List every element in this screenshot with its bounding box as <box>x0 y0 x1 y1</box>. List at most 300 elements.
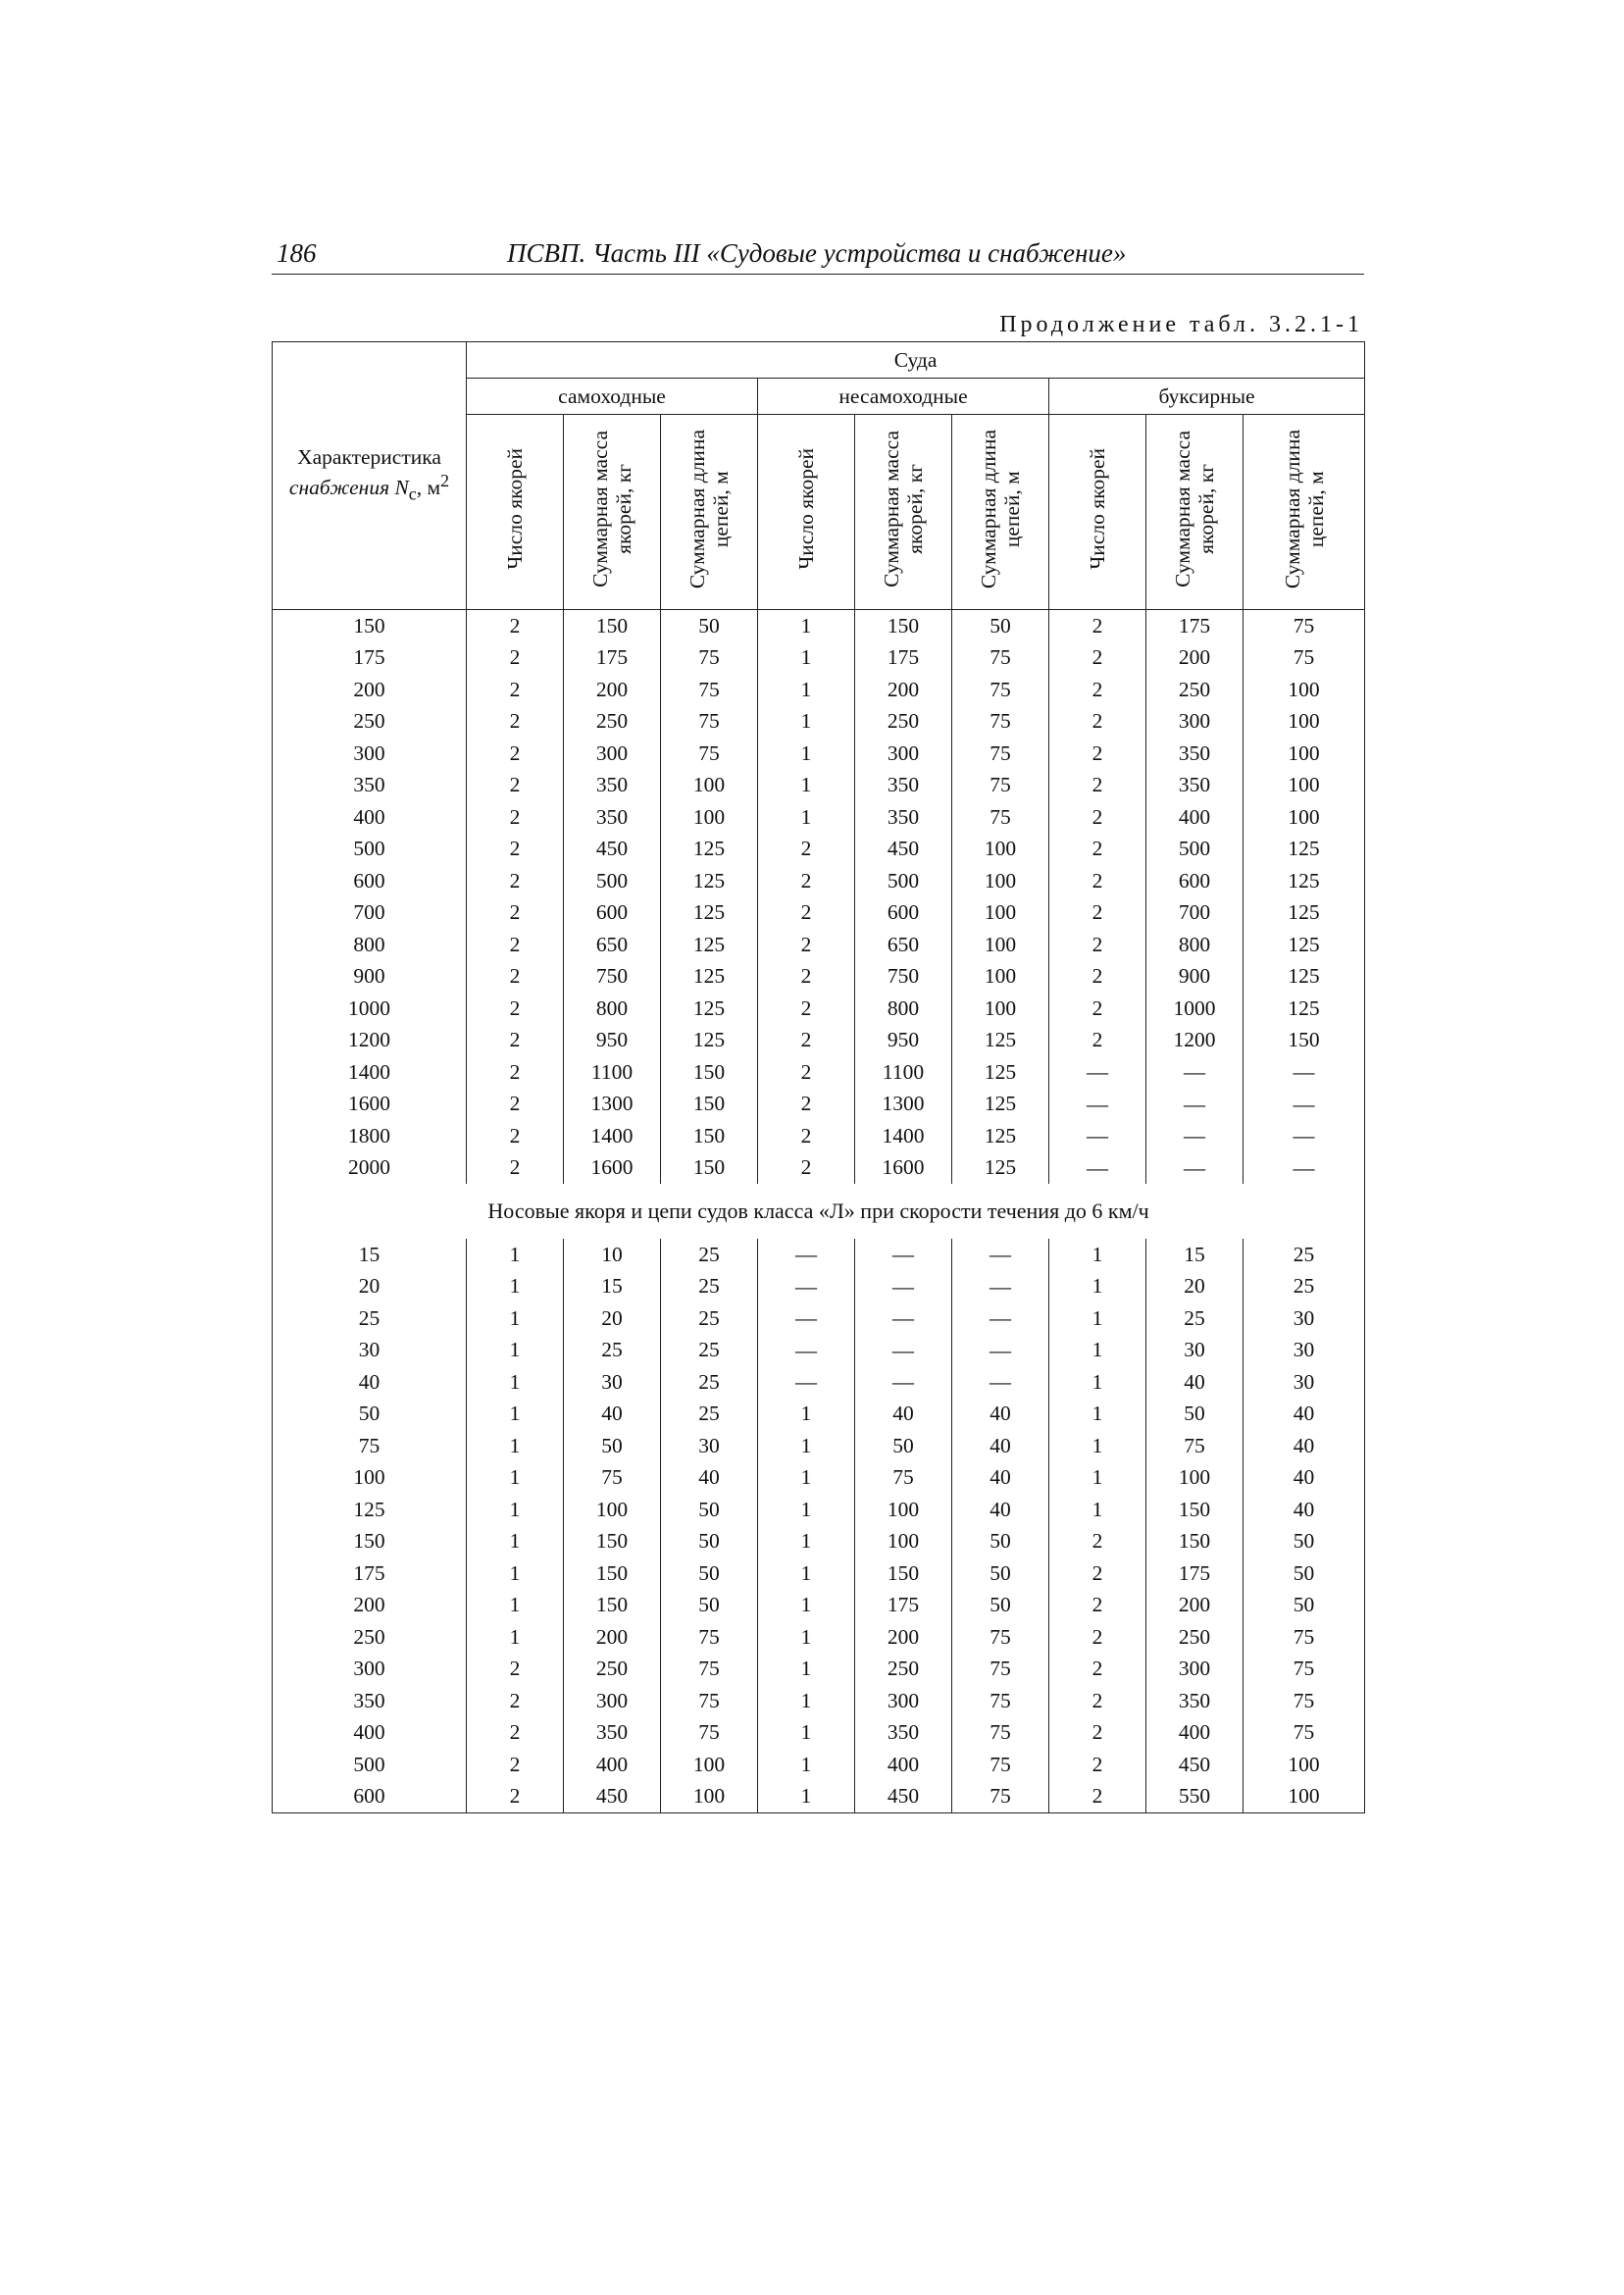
table-cell: 75 <box>1243 1685 1365 1717</box>
table-cell: 1 <box>1049 1335 1146 1367</box>
table-cell: 2 <box>1049 865 1146 897</box>
table-cell: 100 <box>1243 801 1365 834</box>
table-cell: 75 <box>1243 642 1365 675</box>
table-cell: 75 <box>661 706 758 739</box>
table-row <box>273 610 1365 642</box>
table-cell: 1 <box>758 1462 855 1495</box>
table-cell: 1 <box>467 1399 564 1431</box>
table-cell: 100 <box>952 834 1049 866</box>
table-cell: 2 <box>467 993 564 1025</box>
table-cell: 1 <box>1049 1430 1146 1462</box>
table-row <box>273 1335 1365 1367</box>
table-cell: 1 <box>467 1335 564 1367</box>
table-cell: 50 <box>952 1526 1049 1558</box>
characteristic-unit: , м <box>416 476 441 500</box>
table-cell: 2 <box>1049 1025 1146 1057</box>
row-characteristic: 1400 <box>273 1056 467 1089</box>
table-cell: 100 <box>661 770 758 802</box>
row-characteristic: 20 <box>273 1271 467 1303</box>
table-cell: — <box>1049 1120 1146 1152</box>
column-header-line: Число якорей <box>1086 448 1109 570</box>
page-number: 186 <box>277 238 317 268</box>
table-cell: 400 <box>564 1749 661 1781</box>
row-characteristic: 1000 <box>273 993 467 1025</box>
table-row <box>273 738 1365 770</box>
table-cell: 100 <box>1243 674 1365 706</box>
table-cell: 2 <box>1049 1557 1146 1590</box>
column-header <box>1146 415 1243 610</box>
table-cell: 1 <box>758 1749 855 1781</box>
table-cell: 75 <box>952 1621 1049 1654</box>
table-cell: 650 <box>855 929 952 961</box>
table-cell: 20 <box>1146 1271 1243 1303</box>
table-cell: 125 <box>661 929 758 961</box>
table-cell: 300 <box>1146 1654 1243 1686</box>
table-cell: 900 <box>1146 961 1243 994</box>
table-row <box>273 993 1365 1025</box>
table-cell: 75 <box>1243 1621 1365 1654</box>
table-cell: 450 <box>564 834 661 866</box>
row-characteristic: 40 <box>273 1366 467 1399</box>
table-cell: 125 <box>952 1089 1049 1121</box>
table-cell: 500 <box>855 865 952 897</box>
column-header-line: Число якорей <box>503 448 527 570</box>
table-cell: 2 <box>758 993 855 1025</box>
table-cell: 25 <box>661 1335 758 1367</box>
column-header <box>758 415 855 610</box>
table-cell: 2 <box>467 1654 564 1686</box>
table-cell: 2 <box>1049 1590 1146 1622</box>
table-row <box>273 929 1365 961</box>
table-cell: 50 <box>661 1494 758 1526</box>
table-cell: 125 <box>1243 929 1365 961</box>
row-characteristic: 30 <box>273 1335 467 1367</box>
table-cell: 500 <box>1146 834 1243 866</box>
column-header-label <box>588 431 635 587</box>
table-cell: 1 <box>467 1430 564 1462</box>
table-cell: 2 <box>467 706 564 739</box>
table-cell: 25 <box>1243 1271 1365 1303</box>
table-row <box>273 1025 1365 1057</box>
table-cell: 25 <box>661 1302 758 1335</box>
table-cell: 1 <box>1049 1302 1146 1335</box>
table-row <box>273 1590 1365 1622</box>
vessels-group-header: Суда <box>467 342 1365 379</box>
table-cell: 25 <box>661 1239 758 1271</box>
table-row <box>273 1621 1365 1654</box>
row-characteristic: 400 <box>273 1717 467 1750</box>
table-row <box>273 1685 1365 1717</box>
table-cell: 1 <box>758 1717 855 1750</box>
table-cell: — <box>758 1302 855 1335</box>
table-cell: 50 <box>564 1430 661 1462</box>
table-cell: 2 <box>467 929 564 961</box>
table-cell: 800 <box>564 993 661 1025</box>
row-characteristic: 250 <box>273 706 467 739</box>
column-header-label <box>1281 430 1328 588</box>
table-cell: — <box>952 1271 1049 1303</box>
table-cell: 250 <box>855 1654 952 1686</box>
row-characteristic: 1200 <box>273 1025 467 1057</box>
table-cell: 125 <box>661 865 758 897</box>
column-header-label <box>794 448 818 570</box>
table-cell: 1 <box>758 801 855 834</box>
table-row <box>273 1557 1365 1590</box>
row-characteristic: 500 <box>273 1749 467 1781</box>
table-cell: 2 <box>758 1089 855 1121</box>
table-cell: 2 <box>467 1120 564 1152</box>
table-cell: 2 <box>758 961 855 994</box>
table-cell: 175 <box>1146 610 1243 642</box>
table-cell: — <box>855 1239 952 1271</box>
table-cell: 40 <box>1243 1494 1365 1526</box>
row-characteristic: 150 <box>273 610 467 642</box>
table-cell: 150 <box>661 1089 758 1121</box>
characteristic-subscript: с <box>408 484 417 504</box>
table-cell: 1300 <box>564 1089 661 1121</box>
row-characteristic: 300 <box>273 1654 467 1686</box>
table-cell: 125 <box>952 1056 1049 1089</box>
row-characteristic: 175 <box>273 1557 467 1590</box>
table-cell: 30 <box>1243 1302 1365 1335</box>
table-cell: 350 <box>1146 770 1243 802</box>
table-cell: 75 <box>661 1717 758 1750</box>
row-characteristic: 350 <box>273 1685 467 1717</box>
table-row <box>273 897 1365 930</box>
column-header-line: Число якорей <box>794 448 818 570</box>
table-cell: 175 <box>855 642 952 675</box>
column-header <box>564 415 661 610</box>
table-cell: 2 <box>758 1025 855 1057</box>
table-cell: 300 <box>1146 706 1243 739</box>
table-cell: 40 <box>952 1399 1049 1431</box>
table-cell: 50 <box>1243 1557 1365 1590</box>
table-cell: 15 <box>564 1271 661 1303</box>
table-cell: 1 <box>758 674 855 706</box>
table-cell: 150 <box>661 1120 758 1152</box>
section2-body <box>273 1239 1365 1813</box>
table-cell: 250 <box>1146 674 1243 706</box>
column-header-line: Суммарная длина <box>977 429 1000 589</box>
vessel-type-header: несамоходные <box>758 379 1049 415</box>
table-cell: 200 <box>1146 642 1243 675</box>
table-row <box>273 1056 1365 1089</box>
table-cell: 25 <box>661 1366 758 1399</box>
table-cell: 75 <box>661 674 758 706</box>
table-cell: 950 <box>855 1025 952 1057</box>
table-cell: 1 <box>758 1685 855 1717</box>
table-cell: 1 <box>467 1557 564 1590</box>
table-cell: 125 <box>1243 897 1365 930</box>
table-cell: 50 <box>1243 1590 1365 1622</box>
table-cell: 125 <box>661 897 758 930</box>
table-cell: 40 <box>952 1430 1049 1462</box>
table-cell: 450 <box>855 1781 952 1813</box>
table-row <box>273 1494 1365 1526</box>
table-cell: 100 <box>952 865 1049 897</box>
table-cell: 1 <box>1049 1399 1146 1431</box>
table-cell: 1400 <box>855 1120 952 1152</box>
table-cell: 125 <box>1243 961 1365 994</box>
table-cell: 40 <box>1146 1366 1243 1399</box>
table-cell: 600 <box>1146 865 1243 897</box>
table-row <box>273 1526 1365 1558</box>
table-cell: — <box>1049 1089 1146 1121</box>
table-cell: 1 <box>758 706 855 739</box>
table-cell: 1000 <box>1146 993 1243 1025</box>
table-cell: 1 <box>758 610 855 642</box>
column-header-label <box>685 430 733 588</box>
table-cell: 250 <box>1146 1621 1243 1654</box>
table-cell: 2 <box>467 770 564 802</box>
row-characteristic: 2000 <box>273 1152 467 1185</box>
table-cell: 100 <box>855 1526 952 1558</box>
table-row <box>273 1089 1365 1121</box>
row-characteristic: 1600 <box>273 1089 467 1121</box>
table-cell: 2 <box>1049 1781 1146 1813</box>
table-cell: 400 <box>1146 801 1243 834</box>
column-header-line: Суммарная масса <box>1171 431 1194 587</box>
table-cell: 450 <box>855 834 952 866</box>
table-cell: 125 <box>952 1120 1049 1152</box>
table-cell: 2 <box>1049 929 1146 961</box>
table-cell: 1 <box>467 1621 564 1654</box>
table-cell: 2 <box>467 1717 564 1750</box>
table-cell: 75 <box>855 1462 952 1495</box>
table-cell: 2 <box>1049 1685 1146 1717</box>
table-cell: 25 <box>661 1399 758 1431</box>
table-cell: 100 <box>855 1494 952 1526</box>
table-cell: 100 <box>1243 738 1365 770</box>
table-cell: 2 <box>1049 897 1146 930</box>
table-cell: 1100 <box>564 1056 661 1089</box>
column-header-label <box>1171 431 1218 587</box>
table-cell: 75 <box>952 1654 1049 1686</box>
table-cell: — <box>1243 1089 1365 1121</box>
table-cell: 2 <box>467 1685 564 1717</box>
table-cell: 40 <box>952 1462 1049 1495</box>
table-cell: 75 <box>1146 1430 1243 1462</box>
table-cell: 150 <box>564 1526 661 1558</box>
table-cell: 75 <box>952 738 1049 770</box>
table-cell: 1300 <box>855 1089 952 1121</box>
column-header-line: Суммарная масса <box>588 431 612 587</box>
table-cell: 1 <box>1049 1494 1146 1526</box>
table-cell: 100 <box>952 897 1049 930</box>
table-cell: — <box>758 1335 855 1367</box>
table-cell: — <box>855 1271 952 1303</box>
table-cell: 75 <box>564 1462 661 1495</box>
table-cell: 2 <box>467 610 564 642</box>
table-row <box>273 770 1365 802</box>
column-header <box>855 415 952 610</box>
anchor-equipment-table <box>272 341 1365 1813</box>
table-cell: 50 <box>661 1590 758 1622</box>
table-cell: 175 <box>564 642 661 675</box>
table-cell: 100 <box>1146 1462 1243 1495</box>
column-header-line: цепей, м <box>709 471 733 547</box>
column-header-line: якорей, кг <box>903 464 927 554</box>
table-row <box>273 1120 1365 1152</box>
table-cell: 800 <box>1146 929 1243 961</box>
table-cell: 50 <box>1146 1399 1243 1431</box>
table-cell: 40 <box>1243 1462 1365 1495</box>
table-cell: 40 <box>952 1494 1049 1526</box>
table-cell: 100 <box>1243 1749 1365 1781</box>
table-cell: 150 <box>855 1557 952 1590</box>
table-cell: 350 <box>1146 738 1243 770</box>
table-cell: 200 <box>855 674 952 706</box>
table-cell: 10 <box>564 1239 661 1271</box>
table-cell: 75 <box>952 801 1049 834</box>
table-cell: 1 <box>467 1462 564 1495</box>
table-cell: — <box>1049 1152 1146 1185</box>
table-cell: 350 <box>564 1717 661 1750</box>
table-cell: 150 <box>564 1590 661 1622</box>
table-cell: — <box>952 1302 1049 1335</box>
table-cell: 75 <box>952 706 1049 739</box>
table-cell: — <box>1243 1056 1365 1089</box>
table-cell: 2 <box>758 865 855 897</box>
table-cell: 450 <box>564 1781 661 1813</box>
row-characteristic: 900 <box>273 961 467 994</box>
table-cell: 1600 <box>564 1152 661 1185</box>
table-cell: 75 <box>661 738 758 770</box>
table-cell: 100 <box>1243 706 1365 739</box>
row-characteristic: 1800 <box>273 1120 467 1152</box>
table-cell: — <box>952 1335 1049 1367</box>
row-characteristic: 175 <box>273 642 467 675</box>
column-header <box>467 415 564 610</box>
table-cell: 1 <box>467 1590 564 1622</box>
table-cell: 100 <box>1243 770 1365 802</box>
row-characteristic: 700 <box>273 897 467 930</box>
column-header-label <box>1086 448 1109 570</box>
row-characteristic: 500 <box>273 834 467 866</box>
table-cell: 100 <box>661 1781 758 1813</box>
table-cell: 50 <box>1243 1526 1365 1558</box>
column-header-line: Суммарная длина <box>685 429 709 589</box>
table-cell: 1 <box>467 1239 564 1271</box>
table-cell: 600 <box>855 897 952 930</box>
table-cell: 450 <box>1146 1749 1243 1781</box>
table-cell: 75 <box>952 674 1049 706</box>
table-cell: 1 <box>467 1526 564 1558</box>
table-cell: 300 <box>855 1685 952 1717</box>
table-cell: 125 <box>952 1152 1049 1185</box>
table-cell: 100 <box>661 801 758 834</box>
table-cell: 50 <box>855 1430 952 1462</box>
table-row <box>273 1302 1365 1335</box>
table-cell: 75 <box>952 1749 1049 1781</box>
table-cell: 1100 <box>855 1056 952 1089</box>
table-cell: 2 <box>1049 1654 1146 1686</box>
table-cell: 150 <box>1243 1025 1365 1057</box>
characteristic-header-line2 <box>288 471 450 504</box>
table-cell: 350 <box>564 770 661 802</box>
column-header-line: цепей, м <box>1303 471 1328 547</box>
table-row <box>273 1462 1365 1495</box>
table-row <box>273 801 1365 834</box>
table-cell: 2 <box>1049 1621 1146 1654</box>
column-header-label <box>503 448 527 570</box>
column-header <box>952 415 1049 610</box>
table-cell: 50 <box>952 1557 1049 1590</box>
table-cell: 2 <box>758 1120 855 1152</box>
table-cell: 75 <box>1243 1717 1365 1750</box>
table-cell: 40 <box>1243 1430 1365 1462</box>
table-cell: 1200 <box>1146 1025 1243 1057</box>
table-cell: 200 <box>564 1621 661 1654</box>
table-cell: 1 <box>758 1781 855 1813</box>
table-cell: 300 <box>855 738 952 770</box>
table-cell: 100 <box>952 993 1049 1025</box>
table-cell: 50 <box>952 610 1049 642</box>
table-cell: — <box>855 1335 952 1367</box>
table-cell: 40 <box>564 1399 661 1431</box>
table-cell: 800 <box>855 993 952 1025</box>
table-cell: 2 <box>1049 834 1146 866</box>
table-cell: 2 <box>758 897 855 930</box>
table-cell: 1 <box>758 1590 855 1622</box>
table-row <box>273 1366 1365 1399</box>
row-characteristic: 15 <box>273 1239 467 1271</box>
table-cell: 500 <box>564 865 661 897</box>
table-cell: 1400 <box>564 1120 661 1152</box>
table-cell: 2 <box>467 1749 564 1781</box>
table-cell: 150 <box>661 1152 758 1185</box>
table-cell: 200 <box>564 674 661 706</box>
table-cell: 125 <box>661 834 758 866</box>
table-row <box>273 865 1365 897</box>
table-cell: — <box>1049 1056 1146 1089</box>
row-characteristic: 600 <box>273 1781 467 1813</box>
table-cell: 2 <box>467 1089 564 1121</box>
table-cell: 400 <box>855 1749 952 1781</box>
table-cell: 30 <box>1243 1366 1365 1399</box>
table-cell: 1 <box>758 1430 855 1462</box>
table-cell: — <box>758 1271 855 1303</box>
column-header-line: Суммарная масса <box>880 431 903 587</box>
table-cell: 2 <box>467 642 564 675</box>
table-cell: 30 <box>661 1430 758 1462</box>
table-cell: 25 <box>1243 1239 1365 1271</box>
table-cell: 350 <box>855 1717 952 1750</box>
table-cell: 2 <box>1049 642 1146 675</box>
table-cell: 650 <box>564 929 661 961</box>
table-cell: 30 <box>1146 1335 1243 1367</box>
table-cell: 150 <box>855 610 952 642</box>
table-cell: 1 <box>758 1654 855 1686</box>
table-cell: 150 <box>564 1557 661 1590</box>
row-characteristic: 50 <box>273 1399 467 1431</box>
table-cell: 2 <box>467 1025 564 1057</box>
table-cell: — <box>1146 1120 1243 1152</box>
table-cell: 40 <box>661 1462 758 1495</box>
column-header-line: якорей, кг <box>612 464 635 554</box>
table-cell: 1 <box>758 738 855 770</box>
table-cell: 40 <box>855 1399 952 1431</box>
table-cell: 100 <box>564 1494 661 1526</box>
table-cell: 250 <box>564 1654 661 1686</box>
column-header-label <box>977 430 1024 588</box>
table-cell: 75 <box>952 1781 1049 1813</box>
vessel-type-header: самоходные <box>467 379 758 415</box>
row-characteristic: 200 <box>273 674 467 706</box>
table-cell: 50 <box>661 610 758 642</box>
table-cell: 1 <box>758 1494 855 1526</box>
table-cell: 2 <box>467 674 564 706</box>
